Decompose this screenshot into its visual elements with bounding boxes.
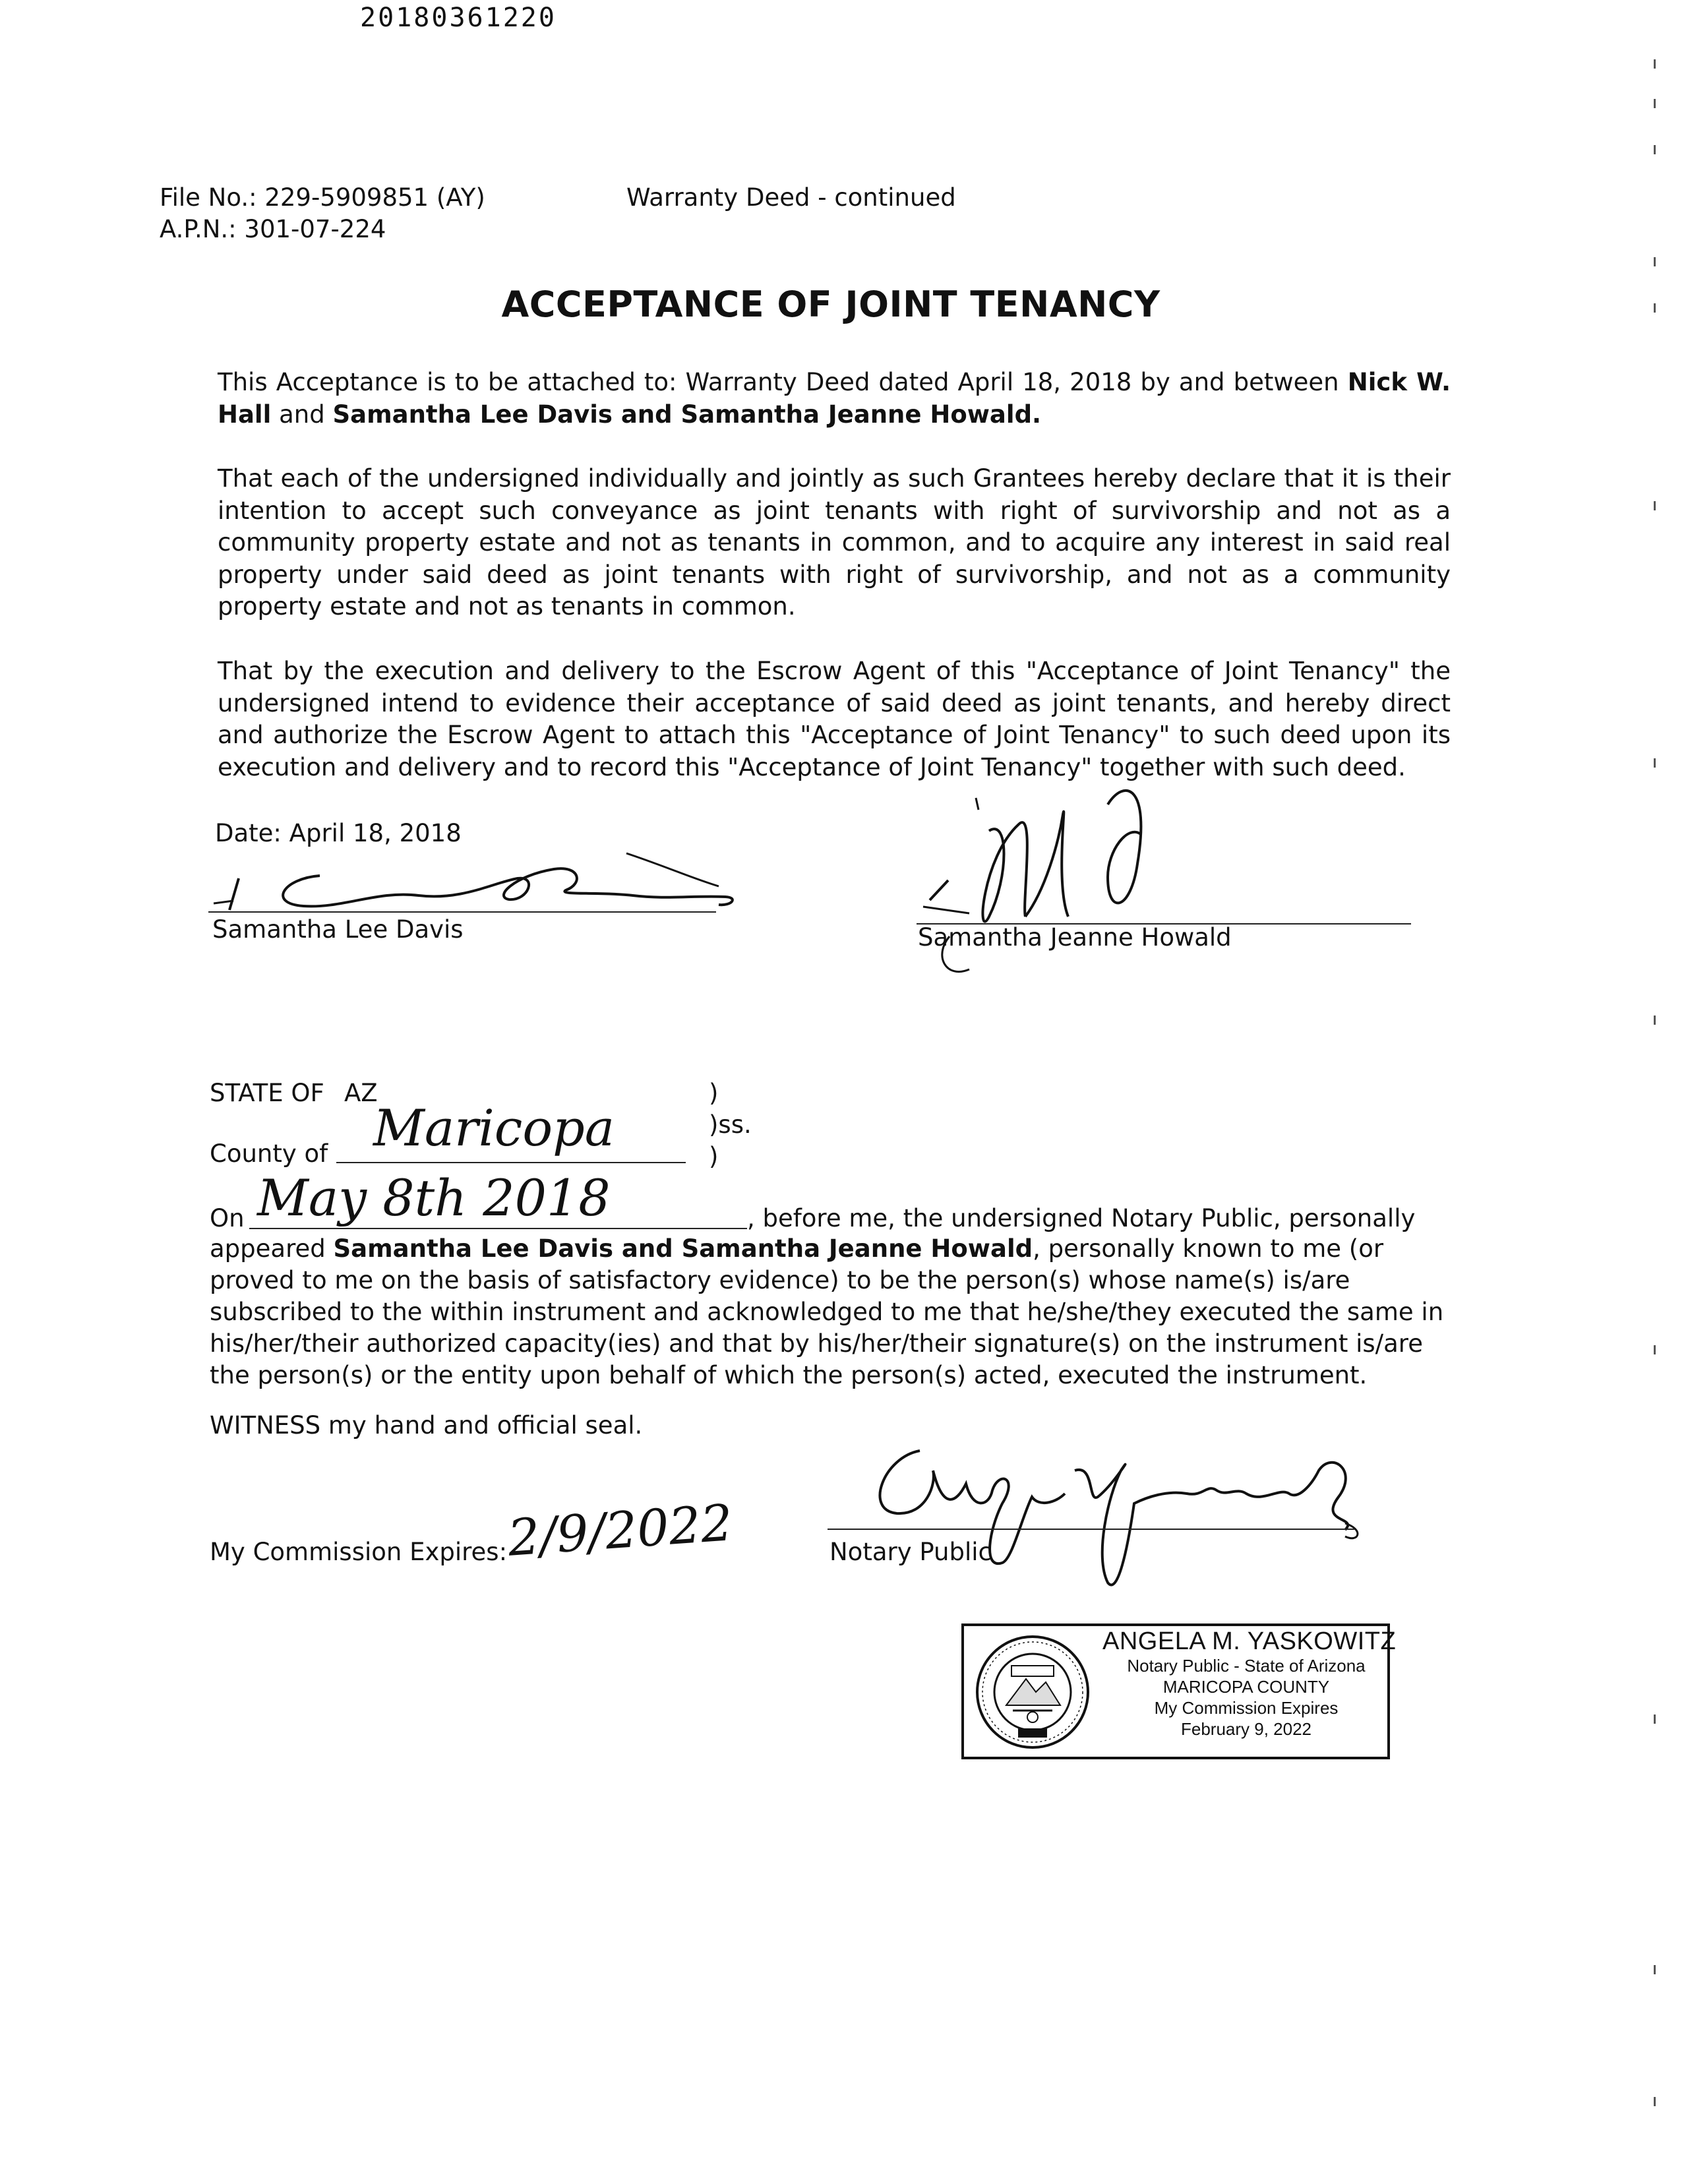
ack-names: Samantha Lee Davis and Samantha Jeanne Howald bbox=[333, 1234, 1033, 1263]
intro-text-1: This Acceptance is to be attached to: Warranty Deed dated April 18, 2018 by and between bbox=[218, 368, 1348, 396]
acknowledgment-paragraph bbox=[210, 1233, 1456, 1391]
scan-speck bbox=[1654, 1345, 1656, 1354]
venue-paren-ss: )ss. bbox=[709, 1110, 752, 1139]
notarization-date-line bbox=[249, 1228, 747, 1229]
commission-label: My Commission Expires: bbox=[210, 1538, 508, 1566]
on-label: On bbox=[210, 1204, 245, 1232]
notary-public-label: Notary Public bbox=[829, 1538, 992, 1566]
intro-text-2: and bbox=[271, 400, 333, 429]
notary-signature-line bbox=[828, 1529, 1355, 1530]
declaration-paragraph: That each of the undersigned individually and jointly as such Grantees hereby declare that it is their intention to accept such conveyance as joint tenants with right of survivorship and not as a community property estate and not as tenants in common, and to acquire any interest in said real property under said deed as joint tenants with right of survivorship, and not as a community property estate and not as tenants in common. bbox=[218, 464, 1451, 621]
document-number: 20180361220 bbox=[360, 3, 557, 33]
signature-line-1 bbox=[208, 911, 716, 913]
signer-2-name: Samantha Jeanne Howald bbox=[918, 923, 1232, 952]
venue-paren-3: ) bbox=[709, 1142, 719, 1170]
intro-paragraph bbox=[218, 367, 1451, 431]
scan-speck bbox=[1654, 257, 1656, 266]
scan-speck bbox=[1654, 501, 1656, 510]
signer-1-name: Samantha Lee Davis bbox=[212, 915, 464, 944]
scan-speck bbox=[1654, 1016, 1656, 1025]
notary-stamp bbox=[961, 1623, 1397, 1759]
stamp-text-block bbox=[1102, 1627, 1397, 1740]
signing-date: Date: April 18, 2018 bbox=[215, 819, 462, 847]
stamp-county: MARICOPA COUNTY bbox=[1162, 1677, 1330, 1697]
notarization-date-handwritten: May 8th 2018 bbox=[257, 1168, 611, 1227]
scan-speck bbox=[1654, 99, 1656, 108]
scan-speck bbox=[1654, 2097, 1656, 2106]
ack-appeared: appeared bbox=[210, 1234, 334, 1263]
signature-samantha-lee-davis bbox=[204, 832, 745, 918]
stamp-notary-name: ANGELA M. YASKOWITZ bbox=[1102, 1627, 1397, 1655]
deed-continued-note: Warranty Deed - continued bbox=[626, 183, 956, 212]
file-number: File No.: 229-5909851 (AY) bbox=[160, 183, 485, 212]
stamp-commission-date: February 9, 2022 bbox=[1180, 1719, 1311, 1739]
commission-date-handwritten: 2/9/2022 bbox=[506, 1493, 735, 1567]
county-line bbox=[336, 1162, 686, 1163]
county-label: County of bbox=[210, 1139, 328, 1168]
scan-speck bbox=[1654, 1965, 1656, 1974]
venue-paren-1: ) bbox=[709, 1079, 719, 1107]
state-value: AZ bbox=[344, 1079, 378, 1107]
county-handwritten: Maricopa bbox=[373, 1099, 615, 1157]
escrow-paragraph: That by the execution and delivery to the Escrow Agent of this "Acceptance of Joint Tenancy" the undersigned intend to evidence their acceptance of said deed as joint tenants, and hereby direct and authorize the Escrow Agent to attach this "Acceptance of Joint Tenancy" to such deed upon its execution and delivery and to record this "Acceptance of Joint Tenancy" together with such deed. bbox=[218, 657, 1451, 781]
ack-lead-text: , before me, the undersigned Notary Public, personally bbox=[747, 1204, 1416, 1232]
scan-speck bbox=[1654, 145, 1656, 154]
ack-rest: , personally known to me (or proved to me on the basis of satisfactory evidence) to be the person(s) whose name(s) is/are subscribed to the within instrument and acknowledged to me that he/she/they executed the same in his/her/their authorized capacity(ies) and that by his/her/their signature(s) on the instrument is/are the person(s) or the entity upon behalf of which the person(s) acted, executed the instrument. bbox=[210, 1234, 1444, 1389]
stamp-notary-title: Notary Public - State of Arizona bbox=[1127, 1656, 1366, 1676]
state-label: STATE OF bbox=[210, 1079, 324, 1107]
scan-speck bbox=[1654, 303, 1656, 313]
arizona-seal bbox=[973, 1633, 1092, 1751]
apn-number: A.P.N.: 301-07-224 bbox=[160, 215, 386, 243]
stamp-commission-label: My Commission Expires bbox=[1154, 1698, 1339, 1718]
page-title: ACCEPTANCE OF JOINT TENANCY bbox=[501, 284, 1160, 325]
witness-text: WITNESS my hand and official seal. bbox=[210, 1411, 643, 1440]
intro-grantee-names: Samantha Lee Davis and Samantha Jeanne Howald. bbox=[332, 400, 1042, 429]
scan-speck bbox=[1654, 1714, 1656, 1724]
intro-grantor-name: Nick W. Hall bbox=[218, 368, 1451, 429]
scan-speck bbox=[1654, 758, 1656, 768]
scan-speck bbox=[1654, 59, 1656, 69]
